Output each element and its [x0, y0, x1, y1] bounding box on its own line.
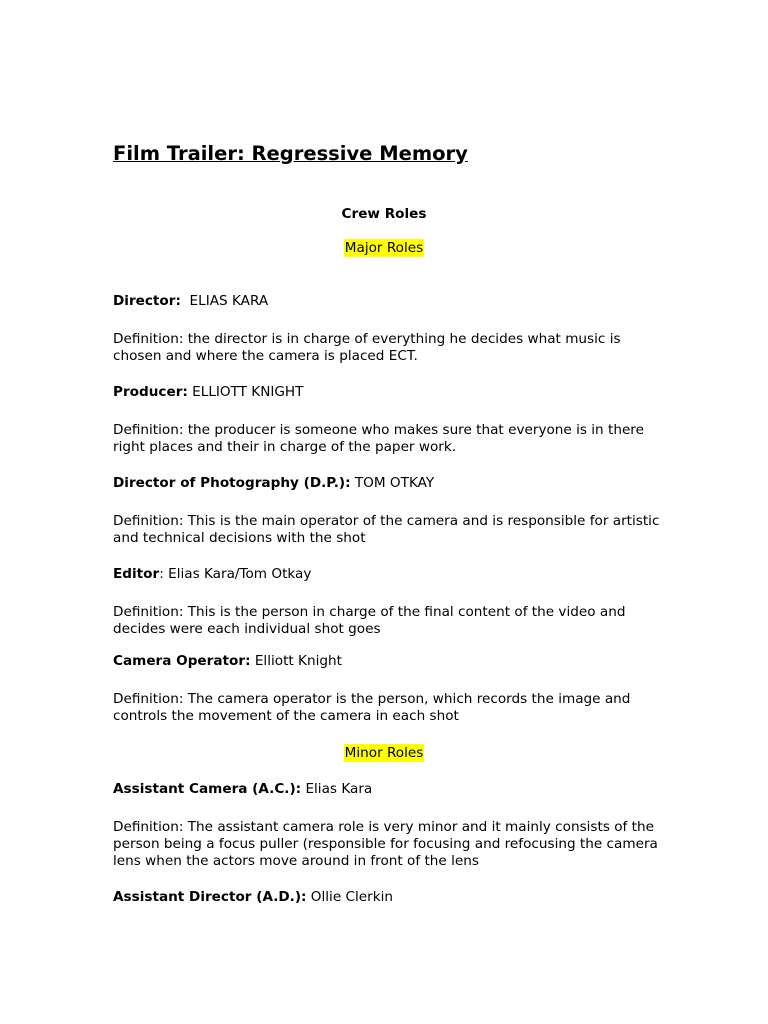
role-director — [113, 293, 268, 310]
role-assistant-director — [113, 889, 393, 906]
role-value: Ollie Clerkin — [306, 889, 394, 905]
definition-camera-operator: Definition: The camera operator is the person, which records the image and controls the movement of the camera in each shot — [113, 691, 631, 724]
definition-director: Definition: the director is in charge of everything he decides what music is chosen and where the camera is placed ECT. — [113, 331, 621, 364]
role-value: TOM OTKAY — [350, 475, 435, 491]
role-editor — [113, 566, 311, 583]
role-camera-operator — [113, 653, 342, 670]
subheading-major-roles — [0, 240, 768, 257]
role-assistant-camera — [113, 781, 372, 798]
role-label: Assistant Director (A.D.): — [113, 889, 307, 905]
role-label: Producer: — [113, 384, 188, 400]
role-value: : Elias Kara/Tom Otkay — [159, 566, 312, 582]
role-label: Camera Operator: — [113, 653, 251, 669]
section-heading-crew-roles: Crew Roles — [341, 206, 427, 222]
role-value: Elias Kara — [301, 781, 373, 797]
definition-producer: Definition: the producer is someone who makes sure that everyone is in there right places and their in charge of the paper work. — [113, 422, 644, 455]
role-label: Director of Photography (D.P.): — [113, 475, 351, 491]
role-director-of-photography — [113, 475, 434, 492]
role-value: ELLIOTT KNIGHT — [187, 384, 304, 400]
role-producer — [113, 384, 303, 401]
role-label: Assistant Camera (A.C.): — [113, 781, 302, 797]
definition-editor: Definition: This is the person in charge of the final content of the video and decides were each individual shot goes — [113, 604, 626, 637]
major-roles-highlight: Major Roles — [344, 240, 424, 256]
role-label: Director: — [113, 293, 181, 309]
subheading-minor-roles — [0, 745, 768, 762]
definition-assistant-camera: Definition: The assistant camera role is very minor and it mainly consists of the person being a focus puller (responsible for focusing and refocusing the camera lens when the actors move around in front of the lens — [113, 819, 658, 869]
minor-roles-highlight: Minor Roles — [344, 745, 424, 761]
definition-director-of-photography: Definition: This is the main operator of the camera and is responsible for artistic and technical decisions with the shot — [113, 513, 660, 546]
role-value: Elliott Knight — [250, 653, 342, 669]
role-value: ELIAS KARA — [180, 293, 269, 309]
document-title: Film Trailer: Regressive Memory — [113, 142, 468, 165]
role-label: Editor — [113, 566, 160, 582]
